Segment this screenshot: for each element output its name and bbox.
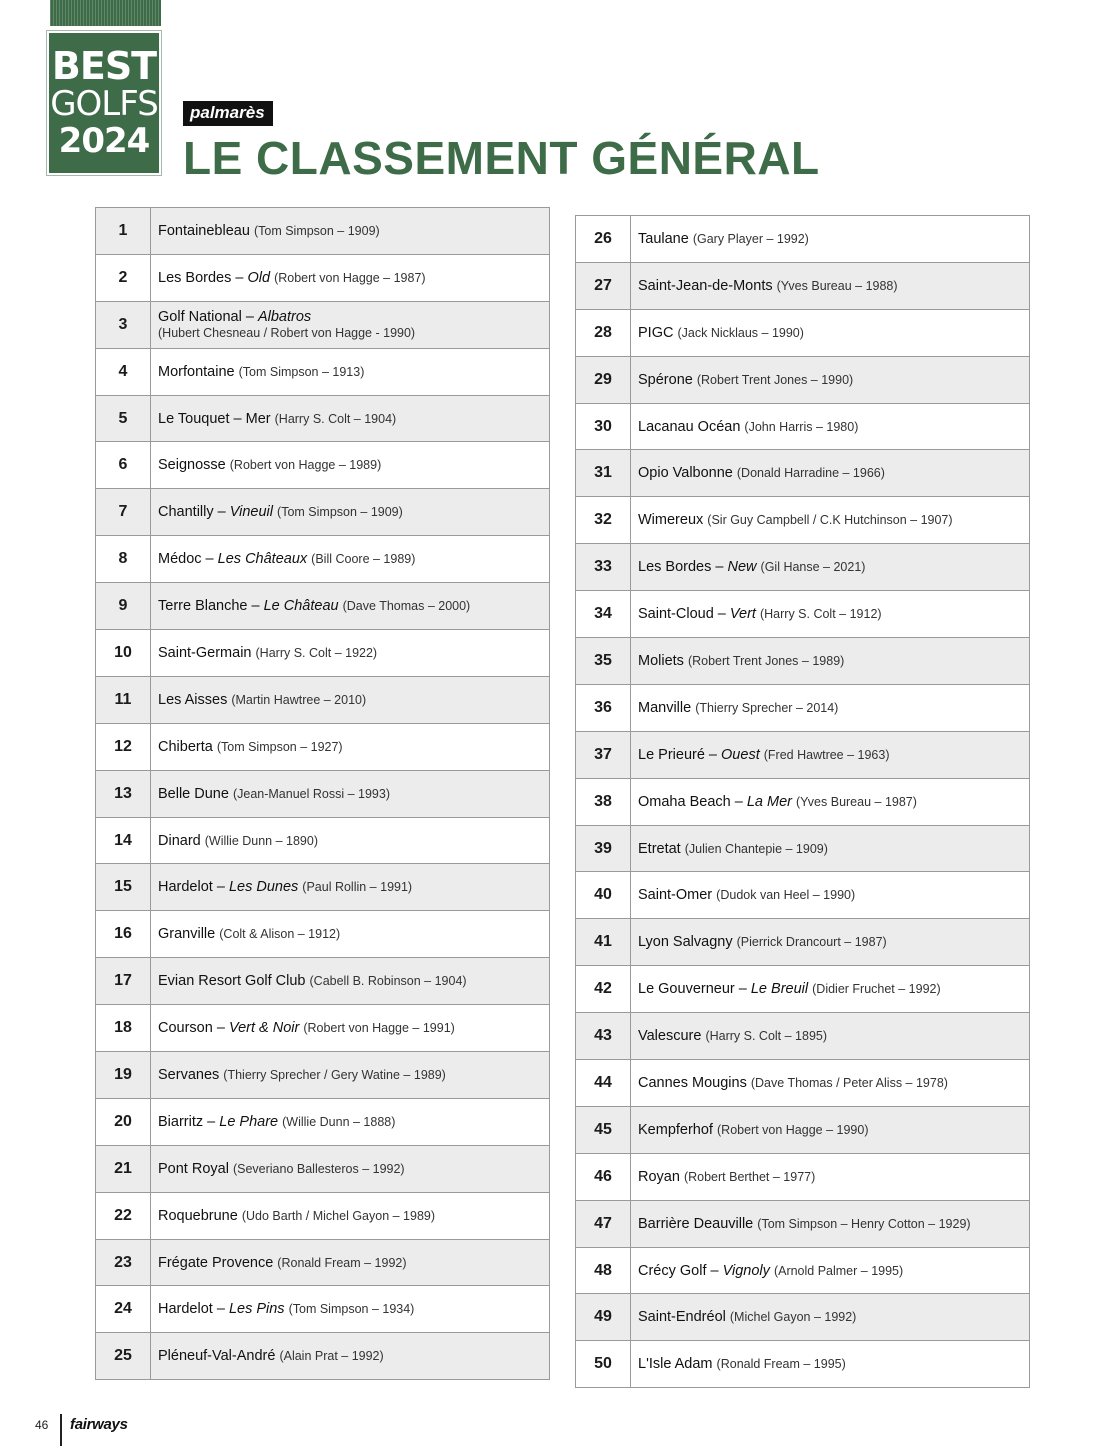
rank-number: 40	[576, 872, 631, 919]
architect-credit: (Dudok van Heel – 1990)	[716, 888, 856, 903]
course-name: Saint-Cloud –	[638, 606, 730, 623]
course-name: Courson –	[158, 1020, 229, 1037]
rank-number: 12	[96, 723, 151, 770]
rank-number: 36	[576, 684, 631, 731]
architect-credit: (Jean-Manuel Rossi – 1993)	[232, 786, 390, 801]
architect-credit: (Yves Bureau – 1988)	[776, 278, 898, 293]
ranking-row	[96, 1052, 550, 1099]
course-cell	[151, 301, 550, 348]
rank-number: 17	[96, 958, 151, 1005]
architect-credit: (Gil Hanse – 2021)	[760, 560, 866, 575]
rank-number: 49	[576, 1294, 631, 1341]
course-cell	[151, 208, 550, 255]
rank-number: 4	[96, 348, 151, 395]
ranking-row	[96, 254, 550, 301]
rank-number: 43	[576, 1013, 631, 1060]
course-name: Biarritz –	[158, 1113, 220, 1130]
course-cell	[151, 1192, 550, 1239]
course-name: Morfontaine	[158, 363, 235, 380]
course-name: Omaha Beach –	[638, 793, 747, 810]
course-cell	[631, 1294, 1030, 1341]
architect-credit: (Tom Simpson – 1934)	[288, 1302, 415, 1317]
course-name: Golf National –	[158, 308, 258, 325]
rank-number: 15	[96, 864, 151, 911]
course-name: Moliets	[638, 652, 684, 669]
rank-number: 26	[576, 216, 631, 263]
rank-number: 47	[576, 1200, 631, 1247]
course-variant: Ouest	[721, 746, 760, 763]
ranking-table-left	[95, 207, 550, 1380]
ranking-row	[576, 919, 1030, 966]
architect-credit: (Yves Bureau – 1987)	[796, 794, 917, 809]
ranking-row	[96, 817, 550, 864]
course-cell	[631, 919, 1030, 966]
architect-credit: (Gary Player – 1992)	[692, 231, 809, 246]
course-variant: Les Dunes	[228, 879, 299, 896]
course-cell	[631, 731, 1030, 778]
architect-credit: (Martin Hawtree – 2010)	[231, 692, 367, 707]
architect-credit: (Udo Barth / Michel Gayon – 1989)	[241, 1208, 436, 1223]
course-cell	[631, 872, 1030, 919]
architect-credit: (Tom Simpson – 1927)	[216, 739, 343, 754]
architect-credit: (Harry S. Colt – 1922)	[255, 645, 378, 660]
ranking-row	[96, 723, 550, 770]
course-name: Le Gouverneur –	[638, 981, 751, 998]
course-cell	[631, 684, 1030, 731]
course-cell	[151, 1286, 550, 1333]
course-name: Belle Dune	[158, 785, 229, 802]
ranking-row	[576, 544, 1030, 591]
ranking-row	[576, 1294, 1030, 1341]
course-cell	[631, 544, 1030, 591]
course-cell	[631, 262, 1030, 309]
architect-credit: (Harry S. Colt – 1904)	[274, 411, 397, 426]
rank-number: 50	[576, 1341, 631, 1388]
course-name: Les Bordes –	[638, 559, 728, 576]
ranking-row	[96, 911, 550, 958]
ranking-row	[96, 1098, 550, 1145]
architect-credit: (Robert von Hagge – 1987)	[274, 270, 426, 285]
rank-number: 20	[96, 1098, 151, 1145]
architect-credit: (Harry S. Colt – 1895)	[705, 1029, 828, 1044]
rank-number: 2	[96, 254, 151, 301]
architect-credit: (Cabell B. Robinson – 1904)	[309, 974, 467, 989]
course-cell	[151, 1005, 550, 1052]
rank-number: 21	[96, 1145, 151, 1192]
rank-number: 27	[576, 262, 631, 309]
rank-number: 44	[576, 1060, 631, 1107]
ranking-row	[96, 1333, 550, 1380]
architect-credit: (Thierry Sprecher / Gery Watine – 1989)	[223, 1067, 446, 1082]
magazine-logo: fairways	[70, 1416, 128, 1433]
course-cell	[151, 817, 550, 864]
course-cell	[151, 536, 550, 583]
course-cell	[631, 1153, 1030, 1200]
ranking-row	[96, 1192, 550, 1239]
architect-credit: (Didier Fruchet – 1992)	[812, 982, 941, 997]
course-cell	[151, 583, 550, 630]
course-name: Granville	[158, 926, 216, 943]
architect-credit: (Donald Harradine – 1966)	[736, 466, 885, 481]
badge-line-2: GOLFS	[50, 84, 158, 124]
ranking-row	[576, 731, 1030, 778]
course-variant: Les Pins	[228, 1301, 285, 1318]
course-name: Servanes	[158, 1066, 220, 1083]
rank-number: 1	[96, 208, 151, 255]
rank-number: 8	[96, 536, 151, 583]
course-name: Lacanau Océan	[638, 418, 741, 435]
course-cell	[151, 676, 550, 723]
ranking-row	[576, 403, 1030, 450]
course-name: Saint-Endréol	[638, 1309, 726, 1326]
ranking-row	[576, 1106, 1030, 1153]
page-number: 46	[35, 1418, 49, 1432]
course-cell	[151, 770, 550, 817]
course-cell	[631, 356, 1030, 403]
ranking-row	[96, 583, 550, 630]
ranking-row	[96, 864, 550, 911]
rank-number: 48	[576, 1247, 631, 1294]
rank-number: 14	[96, 817, 151, 864]
architect-credit: (Jack Nicklaus – 1990)	[677, 325, 804, 340]
course-cell	[151, 489, 550, 536]
course-name: Hardelot –	[158, 879, 229, 896]
course-name: Valescure	[638, 1028, 702, 1045]
rank-number: 45	[576, 1106, 631, 1153]
ranking-row	[96, 958, 550, 1005]
architect-credit: (Alain Prat – 1992)	[279, 1349, 384, 1364]
rank-number: 7	[96, 489, 151, 536]
architect-credit: (Hubert Chesneau / Robert von Hagge - 1990)	[158, 325, 416, 340]
course-cell	[151, 864, 550, 911]
course-cell	[631, 216, 1030, 263]
ranking-row	[576, 356, 1030, 403]
architect-credit: (Bill Coore – 1989)	[311, 552, 416, 567]
ranking-row	[576, 1153, 1030, 1200]
architect-credit: (Dave Thomas / Peter Aliss – 1978)	[750, 1075, 948, 1090]
architect-credit: (Robert Berthet – 1977)	[683, 1169, 816, 1184]
ranking-row	[576, 638, 1030, 685]
course-variant: Le Phare	[219, 1113, 279, 1130]
ranking-row	[96, 489, 550, 536]
architect-credit: (Sir Guy Campbell / C.K Hutchinson – 1907)	[707, 513, 953, 528]
course-cell	[631, 309, 1030, 356]
rank-number: 19	[96, 1052, 151, 1099]
course-cell	[631, 450, 1030, 497]
architect-credit: (Tom Simpson – 1913)	[238, 364, 365, 379]
section-tag: palmarès	[183, 101, 273, 126]
ranking-row	[96, 676, 550, 723]
course-variant: Albatros	[257, 308, 312, 325]
course-name: Le Prieuré –	[638, 746, 722, 763]
course-name: PIGC	[638, 324, 674, 341]
ranking-row	[576, 450, 1030, 497]
course-cell	[631, 591, 1030, 638]
rank-number: 3	[96, 301, 151, 348]
course-name: Kempferhof	[638, 1121, 713, 1138]
architect-credit: (Thierry Sprecher – 2014)	[695, 700, 839, 715]
architect-credit: (Tom Simpson – 1909)	[277, 505, 403, 520]
architect-credit: (Michel Gayon – 1992)	[729, 1310, 857, 1325]
course-cell	[151, 630, 550, 677]
architect-credit: (Ronald Fream – 1995)	[716, 1357, 846, 1372]
ranking-row	[576, 778, 1030, 825]
course-cell	[631, 1341, 1030, 1388]
rank-number: 38	[576, 778, 631, 825]
course-cell	[151, 958, 550, 1005]
rank-number: 23	[96, 1239, 151, 1286]
ranking-row	[576, 872, 1030, 919]
architect-credit: (Arnold Palmer – 1995)	[773, 1263, 904, 1278]
course-name: Frégate Provence	[158, 1254, 274, 1271]
course-name: Saint-Omer	[638, 887, 713, 904]
course-name: Terre Blanche –	[158, 598, 264, 615]
course-name: Crécy Golf –	[638, 1262, 723, 1279]
rank-number: 16	[96, 911, 151, 958]
course-variant: New	[727, 559, 757, 576]
architect-credit: (Harry S. Colt – 1912)	[759, 607, 882, 622]
course-variant: Vignoly	[722, 1262, 770, 1279]
rank-number: 31	[576, 450, 631, 497]
course-cell	[151, 1239, 550, 1286]
ranking-row	[576, 1341, 1030, 1388]
ranking-row	[576, 262, 1030, 309]
course-name: Wimereux	[638, 512, 704, 529]
course-variant: Vineuil	[229, 504, 274, 521]
rank-number: 6	[96, 442, 151, 489]
course-name: Royan	[638, 1168, 680, 1185]
architect-credit: (Willie Dunn – 1888)	[282, 1114, 396, 1129]
rank-number: 18	[96, 1005, 151, 1052]
ranking-row	[96, 208, 550, 255]
course-variant: La Mer	[746, 793, 792, 810]
course-name: Pont Royal	[158, 1160, 229, 1177]
course-cell	[631, 1200, 1030, 1247]
ranking-row	[96, 301, 550, 348]
course-variant: Les Châteaux	[217, 551, 308, 568]
course-cell	[151, 1333, 550, 1380]
course-cell	[631, 403, 1030, 450]
ranking-row	[96, 630, 550, 677]
course-name: Fontainebleau	[158, 222, 250, 239]
ranking-row	[576, 825, 1030, 872]
course-name: L'Isle Adam	[638, 1356, 713, 1373]
course-name: Cannes Mougins	[638, 1074, 747, 1091]
course-cell	[631, 638, 1030, 685]
course-cell	[631, 1106, 1030, 1153]
architect-credit: (Robert Trent Jones – 1989)	[687, 653, 845, 668]
ranking-row	[576, 684, 1030, 731]
course-cell	[151, 1098, 550, 1145]
course-variant: Vert & Noir	[228, 1020, 300, 1037]
course-cell	[631, 825, 1030, 872]
architect-credit: (Dave Thomas – 2000)	[342, 599, 471, 614]
course-name: Médoc –	[158, 551, 218, 568]
course-name: Evian Resort Golf Club	[158, 973, 306, 990]
course-name: Le Touquet – Mer	[158, 410, 271, 427]
course-name: Opio Valbonne	[638, 465, 733, 482]
architect-credit: (Willie Dunn – 1890)	[204, 833, 318, 848]
rank-number: 25	[96, 1333, 151, 1380]
course-cell	[151, 723, 550, 770]
course-cell	[151, 1145, 550, 1192]
rank-number: 24	[96, 1286, 151, 1333]
course-variant: Le Breuil	[750, 981, 809, 998]
badge-line-3: 2024	[58, 121, 150, 161]
ranking-row	[576, 1060, 1030, 1107]
course-cell	[631, 497, 1030, 544]
course-name: Seignosse	[158, 457, 226, 474]
rank-number: 32	[576, 497, 631, 544]
rank-number: 28	[576, 309, 631, 356]
rank-number: 29	[576, 356, 631, 403]
architect-credit: (Colt & Alison – 1912)	[219, 927, 341, 942]
course-cell	[631, 1060, 1030, 1107]
rank-number: 9	[96, 583, 151, 630]
architect-credit: (John Harris – 1980)	[744, 419, 859, 434]
ranking-table-right	[575, 215, 1030, 1388]
rank-number: 39	[576, 825, 631, 872]
course-name: Les Bordes –	[158, 269, 248, 286]
course-cell	[151, 442, 550, 489]
rank-number: 42	[576, 966, 631, 1013]
course-name: Barrière Deauville	[638, 1215, 754, 1232]
top-decorative-stripe	[50, 0, 161, 26]
ranking-row	[96, 536, 550, 583]
course-name: Manville	[638, 699, 692, 716]
rank-number: 41	[576, 919, 631, 966]
course-name: Saint-Jean-de-Monts	[638, 277, 773, 294]
course-cell	[151, 395, 550, 442]
ranking-row	[96, 348, 550, 395]
course-name: Roquebrune	[158, 1207, 238, 1224]
ranking-row	[96, 1145, 550, 1192]
course-name: Les Aisses	[158, 691, 228, 708]
ranking-row	[576, 497, 1030, 544]
ranking-row	[576, 1247, 1030, 1294]
ranking-row	[96, 442, 550, 489]
rank-number: 13	[96, 770, 151, 817]
course-cell	[631, 1013, 1030, 1060]
ranking-row	[96, 1005, 550, 1052]
architect-credit: (Ronald Fream – 1992)	[277, 1255, 407, 1270]
architect-credit: (Paul Rollin – 1991)	[302, 880, 413, 895]
page-title: LE CLASSEMENT GÉNÉRAL	[183, 132, 820, 184]
course-name: Chantilly –	[158, 504, 230, 521]
architect-credit: (Pierrick Drancourt – 1987)	[736, 935, 887, 950]
architect-credit: (Robert von Hagge – 1989)	[229, 458, 382, 473]
architect-credit: (Robert von Hagge – 1990)	[717, 1122, 869, 1137]
ranking-row	[576, 966, 1030, 1013]
rank-number: 33	[576, 544, 631, 591]
course-cell	[631, 1247, 1030, 1294]
rank-number: 10	[96, 630, 151, 677]
ranking-row	[576, 591, 1030, 638]
course-cell	[151, 348, 550, 395]
architect-credit: (Tom Simpson – 1909)	[253, 223, 380, 238]
badge-line-1: BEST	[51, 44, 157, 88]
course-name: Saint-Germain	[158, 644, 252, 661]
course-name: Pléneuf-Val-André	[158, 1348, 276, 1365]
course-name: Dinard	[158, 832, 201, 849]
ranking-row	[576, 1200, 1030, 1247]
course-cell	[151, 254, 550, 301]
architect-credit: (Fred Hawtree – 1963)	[763, 747, 890, 762]
architect-credit: (Severiano Ballesteros – 1992)	[232, 1161, 405, 1176]
ranking-row	[96, 395, 550, 442]
ranking-row	[96, 1286, 550, 1333]
architect-credit: (Robert Trent Jones – 1990)	[696, 372, 854, 387]
course-variant: Old	[247, 269, 271, 286]
rank-number: 22	[96, 1192, 151, 1239]
course-name: Hardelot –	[158, 1301, 229, 1318]
course-cell	[151, 1052, 550, 1099]
rank-number: 5	[96, 395, 151, 442]
best-golfs-badge	[49, 33, 159, 173]
rank-number: 37	[576, 731, 631, 778]
ranking-row	[96, 770, 550, 817]
course-cell	[631, 966, 1030, 1013]
rank-number: 46	[576, 1153, 631, 1200]
course-name: Etretat	[638, 840, 681, 857]
ranking-row	[576, 309, 1030, 356]
ranking-row	[576, 216, 1030, 263]
rank-number: 11	[96, 676, 151, 723]
rank-number: 35	[576, 638, 631, 685]
rank-number: 34	[576, 591, 631, 638]
ranking-row	[96, 1239, 550, 1286]
architect-credit: (Tom Simpson – Henry Cotton – 1929)	[757, 1216, 971, 1231]
course-variant: Le Château	[263, 598, 339, 615]
architect-credit: (Robert von Hagge – 1991)	[303, 1021, 455, 1036]
ranking-row	[576, 1013, 1030, 1060]
course-name: Lyon Salvagny	[638, 934, 733, 951]
course-cell	[631, 778, 1030, 825]
footer-divider	[60, 1414, 62, 1446]
course-variant: Vert	[729, 606, 756, 623]
course-name: Chiberta	[158, 738, 213, 755]
rank-number: 30	[576, 403, 631, 450]
architect-credit: (Julien Chantepie – 1909)	[684, 841, 828, 856]
course-name: Spérone	[638, 371, 693, 388]
course-cell	[151, 911, 550, 958]
course-name: Taulane	[638, 230, 689, 247]
